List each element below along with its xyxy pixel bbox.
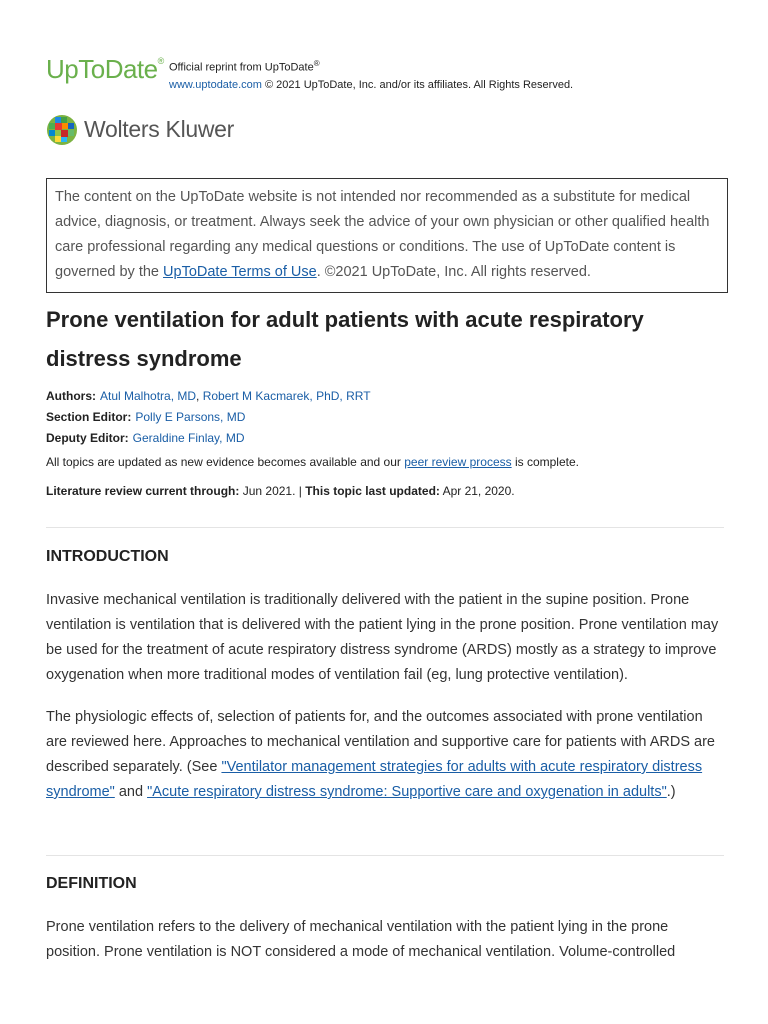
section-editor-label: Section Editor: <box>46 410 132 424</box>
reprint-header <box>46 52 726 92</box>
literature-review-line <box>46 484 515 498</box>
last-updated-label: This topic last updated: <box>305 484 440 498</box>
lit-review-value: Jun 2021. | <box>239 484 306 498</box>
peer-review-link[interactable]: peer review process <box>404 455 512 469</box>
wolters-kluwer-globe-icon <box>46 114 78 146</box>
introduction-heading: INTRODUCTION <box>46 548 169 565</box>
disclaimer-text: The content on the UpToDate website is not intended nor recommended as a substitute for medical advice, diagnosis, or treatment. Always seek the advice of your own physician or other qualified health care professional regarding any medical questions or conditions. The use of UpToDate content is governed by the <box>55 189 710 280</box>
definition-paragraph: Prone ventilation refers to the delivery of mechanical ventilation with the patient lying in the prone position. Prone ventilation is NOT considered a mode of mechanical ventilation. Volume-controlled <box>46 919 676 960</box>
section-divider <box>46 855 724 856</box>
last-updated-value: Apr 21, 2020. <box>439 484 515 498</box>
lit-review-label: Literature review current through: <box>46 484 240 498</box>
uptodate-logo: UpToDate® <box>46 54 164 84</box>
reprint-info: Official reprint from UpToDate® www.uptodate.com © 2021 UpToDate, Inc. and/or its affiliates. All Rights Reserved. <box>169 59 574 91</box>
disclaimer-box <box>46 178 728 293</box>
terms-of-use-link[interactable]: UpToDate Terms of Use <box>163 264 317 280</box>
wolters-kluwer-name: Wolters Kluwer <box>84 116 235 142</box>
reprint-label: Official reprint from UpToDate <box>169 61 314 74</box>
author-link[interactable]: Robert M Kacmarek, PhD, RRT <box>202 389 371 403</box>
deputy-editor-label: Deputy Editor: <box>46 431 129 445</box>
uptodate-site-link[interactable]: www.uptodate.com <box>169 78 262 91</box>
section-editor-link[interactable]: Polly E Parsons, MD <box>135 410 246 424</box>
author-link[interactable]: Atul Malhotra, MD <box>100 389 197 403</box>
introduction-paragraph: Invasive mechanical ventilation is traditionally delivered with the patient in the supine position. Prone ventilation is ventilation that is delivered with the patient lying in the prone position. Prone ventilation may be used for the treatment of acute respiratory distress syndrome (ARDS) mostly as a strategy to improve oxygenation when more traditional modes of ventilation fail (eg, lung protective ventilation). <box>46 592 719 683</box>
ards-supportive-care-link[interactable]: "Acute respiratory distress syndrome: Supportive care and oxygenation in adults" <box>147 784 667 800</box>
wolters-kluwer-logo <box>46 114 346 146</box>
deputy-editor-link[interactable]: Geraldine Finlay, MD <box>132 431 245 445</box>
copyright-text: © 2021 UpToDate, Inc. and/or its affiliates. All Rights Reserved. <box>265 78 574 91</box>
authors-label: Authors: <box>46 389 96 403</box>
article-credits: Authors: Atul Malhotra, MD, Robert M Kacmarek, PhD, RRT Section Editor: Polly E Parsons, MD Deputy Editor: Geraldine Finlay, MD <box>46 389 371 445</box>
article-title: Prone ventilation for adult patients with acute respiratory distress syndrome <box>46 307 644 371</box>
introduction-paragraph-2: The physiologic effects of, selection of patients for, and the outcomes associated with prone ventilation are reviewed here. Approaches to mechanical ventilation and supportive care for patients with ARDS are described separately. (See "Ventilator management strategies for adults with acute respiratory distress syndrome" and "Acute respiratory distress syndrome: Supportive care and oxygenation in adults".) <box>46 709 715 800</box>
update-note: All topics are updated as new evidence becomes available and our peer review process is complete. <box>46 455 579 469</box>
section-divider <box>46 527 724 528</box>
definition-heading: DEFINITION <box>46 875 137 892</box>
disclaimer-suffix: . ©2021 UpToDate, Inc. All rights reserved. <box>316 264 591 280</box>
ventilator-management-link[interactable]: "Ventilator management strategies for adults with acute respiratory distress syndrome" <box>46 759 703 800</box>
